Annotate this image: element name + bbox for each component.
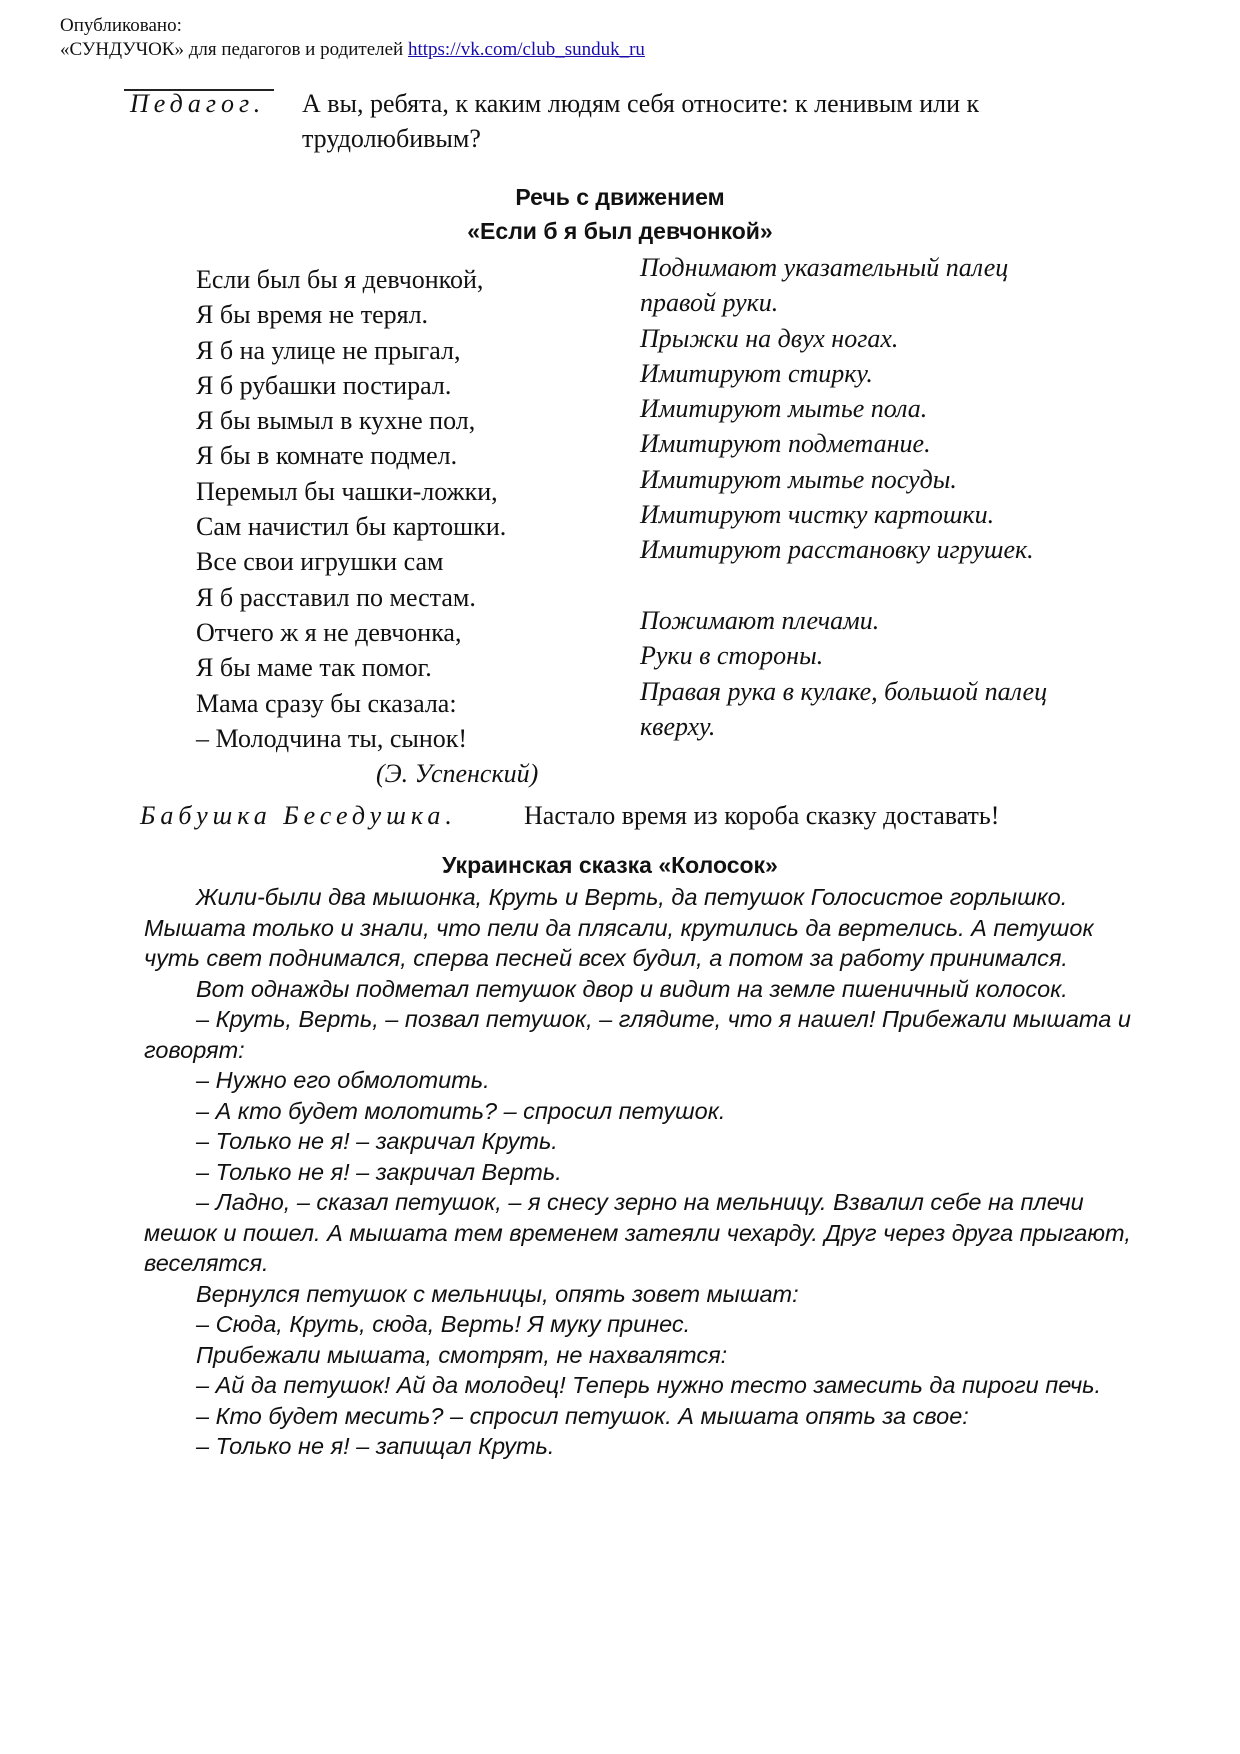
action-line: Пожимают плечами. xyxy=(640,605,880,635)
story-paragraph: – Ладно, – сказал петушок, – я снесу зерно на мельницу. Взвалил себе на плечи мешок и пошел. А мышата тем временем затеяли чехарду. Друг через друга прыгают, веселятся. xyxy=(144,1189,1131,1276)
action-line: Поднимают указательный палец xyxy=(640,253,1009,282)
action-line: кверху. xyxy=(640,711,716,741)
action-line: Руки в стороны. xyxy=(640,641,824,671)
movement-instructions xyxy=(640,250,1140,744)
publication-header xyxy=(60,14,645,62)
poem-line: Я бы маме так помог. xyxy=(196,653,432,683)
source-link[interactable]: https://vk.com/club_sunduk_ru xyxy=(407,39,645,60)
poem-line: Я бы время не терял. xyxy=(196,300,429,330)
story-title: Украинская сказка «Колосок» xyxy=(442,852,778,878)
poem-line: Я б расставил по местам. xyxy=(196,582,476,612)
poem-line: Отчего ж я не девчонка, xyxy=(196,617,462,647)
published-label: Опубликовано: xyxy=(60,15,182,36)
action-line: Имитируют подметание. xyxy=(640,429,931,459)
story-paragraph: Прибежали мышата, смотрят, не нахвалятся: xyxy=(196,1341,728,1368)
poem-line: Если был бы я девчонкой, xyxy=(196,265,484,294)
poem-line: Я б рубашки постирал. xyxy=(196,370,452,400)
poem-line: Я б на улице не прыгал, xyxy=(196,335,461,365)
narrator-replica xyxy=(140,798,1140,833)
story-paragraph: – А кто будет молотить? – спросил петушок. xyxy=(196,1097,726,1124)
story-text xyxy=(144,882,1140,1462)
story-paragraph: Жили-были два мышонка, Круть и Верть, да петушок Голосистое горлышко. Мышата только и знали, что пели да плясали, крутились да вертелись. А петушок чуть свет поднимался, сперва песней всех будил, а потом за работу принимался. xyxy=(144,884,1094,971)
poem-line: Сам начистил бы картошки. xyxy=(196,512,507,542)
story-paragraph: – Круть, Верть, – позвал петушок, – глядите, что я нашел! Прибежали мышата и говорят: xyxy=(144,1006,1131,1063)
story-paragraph: – Только не я! – закричал Верть. xyxy=(196,1158,562,1185)
teacher-replica xyxy=(130,86,1130,156)
poem-line: Перемыл бы чашки-ложки, xyxy=(196,476,498,506)
speaker-name: Бабушка Беседушка. xyxy=(140,801,457,830)
poem xyxy=(196,262,596,791)
story-paragraph: – Только не я! – закричал Круть. xyxy=(196,1128,558,1154)
speaker-text: А вы, ребята, к каким людям себя относите: к ленивым или к трудолюбивым? xyxy=(302,89,980,153)
speaker-text: Настало время из короба сказку доставать! xyxy=(524,801,1000,830)
action-line: Прыжки на двух ногах. xyxy=(640,323,899,353)
story-paragraph: – Сюда, Круть, сюда, Верть! Я муку принес. xyxy=(196,1311,691,1337)
story-paragraph: – Ай да петушок! Ай да молодец! Теперь нужно тесто замесить да пироги печь. xyxy=(196,1372,1102,1398)
poem-line: – Молодчина ты, сынок! xyxy=(196,723,468,753)
source-name: «СУНДУЧОК» для педагогов и родителей xyxy=(60,39,404,60)
poem-line: Мама сразу бы сказала: xyxy=(196,688,457,718)
action-line: Имитируют стирку. xyxy=(640,358,873,388)
action-line: правой руки. xyxy=(640,288,779,318)
speaker-name: Педагог. xyxy=(130,89,266,118)
poem-line: Я бы вымыл в кухне пол, xyxy=(196,406,476,436)
poem-line: Все свои игрушки сам xyxy=(196,547,444,577)
source-line xyxy=(60,38,645,62)
action-line: Имитируют мытье пола. xyxy=(640,394,928,424)
poem-author: (Э. Успенский) xyxy=(376,759,539,789)
poem-title: «Если б я был девчонкой» xyxy=(467,218,773,244)
action-line: Правая рука в кулаке, большой палец xyxy=(640,676,1048,706)
game-title: Речь с движением xyxy=(515,184,725,210)
action-spacer xyxy=(640,568,1140,603)
poem-line: Я бы в комнате подмел. xyxy=(196,441,458,471)
story-paragraph: – Только не я! – запищал Круть. xyxy=(196,1433,555,1459)
action-line: Имитируют чистку картошки. xyxy=(640,500,995,530)
story-paragraph: Вот однажды подметал петушок двор и видит на земле пшеничный колосок. xyxy=(196,975,1068,1002)
action-line: Имитируют расстановку игрушек. xyxy=(640,535,1034,565)
story-paragraph: – Нужно его обмолотить. xyxy=(196,1067,490,1093)
story-paragraph: Вернулся петушок с мельницы, опять зовет мышат: xyxy=(196,1280,799,1307)
action-line: Имитируют мытье посуды. xyxy=(640,464,957,494)
story-paragraph: – Кто будет месить? – спросил петушок. А мышата опять за свое: xyxy=(196,1402,969,1429)
